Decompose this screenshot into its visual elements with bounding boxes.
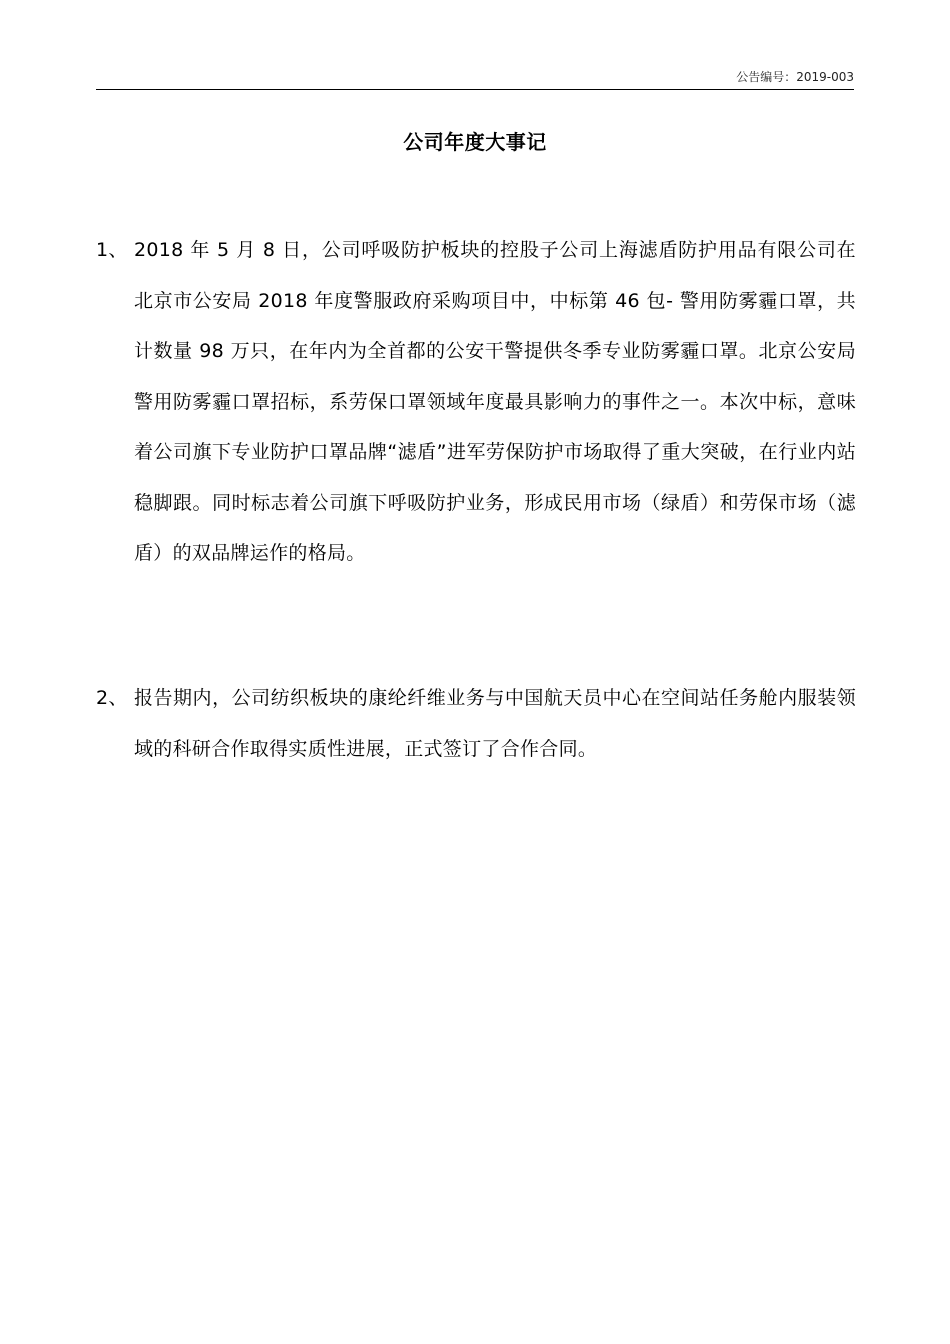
- list-item: [96, 673, 856, 774]
- list-item: [96, 225, 856, 579]
- item-text: 2018 年 5 月 8 日，公司呼吸防护板块的控股子公司上海滤盾防护用品有限公司在北京市公安局 2018 年度警服政府采购项目中，中标第 46 包- 警用防雾霾口罩，共计数量 98 万只，在年内为全首都的公安干警提供冬季专业防雾霾口罩。北京公安局警用防雾霾口罩招标，系劳保口罩领域年度最具影响力的事件之一。本次中标，意味着公司旗下专业防护口罩品牌“滤盾”进军劳保防护市场取得了重大突破，在行业内站稳脚跟。同时标志着公司旗下呼吸防护业务，形成民用市场（绿盾）和劳保市场（滤盾）的双品牌运作的格局。: [134, 239, 856, 564]
- item-number: 2、: [96, 687, 128, 709]
- notice-number: 公告编号：2019-003: [736, 70, 854, 84]
- event-list-item-1: [96, 225, 856, 579]
- document-title: 公司年度大事记: [403, 130, 547, 154]
- item-text: 报告期内，公司纺织板块的康纶纤维业务与中国航天员中心在空间站任务舱内服装领域的科研合作取得实质性进展，正式签订了合作合同。: [134, 687, 856, 760]
- event-list-item-2: [96, 673, 856, 774]
- item-number: 1、: [96, 239, 128, 261]
- page-header: [96, 66, 854, 90]
